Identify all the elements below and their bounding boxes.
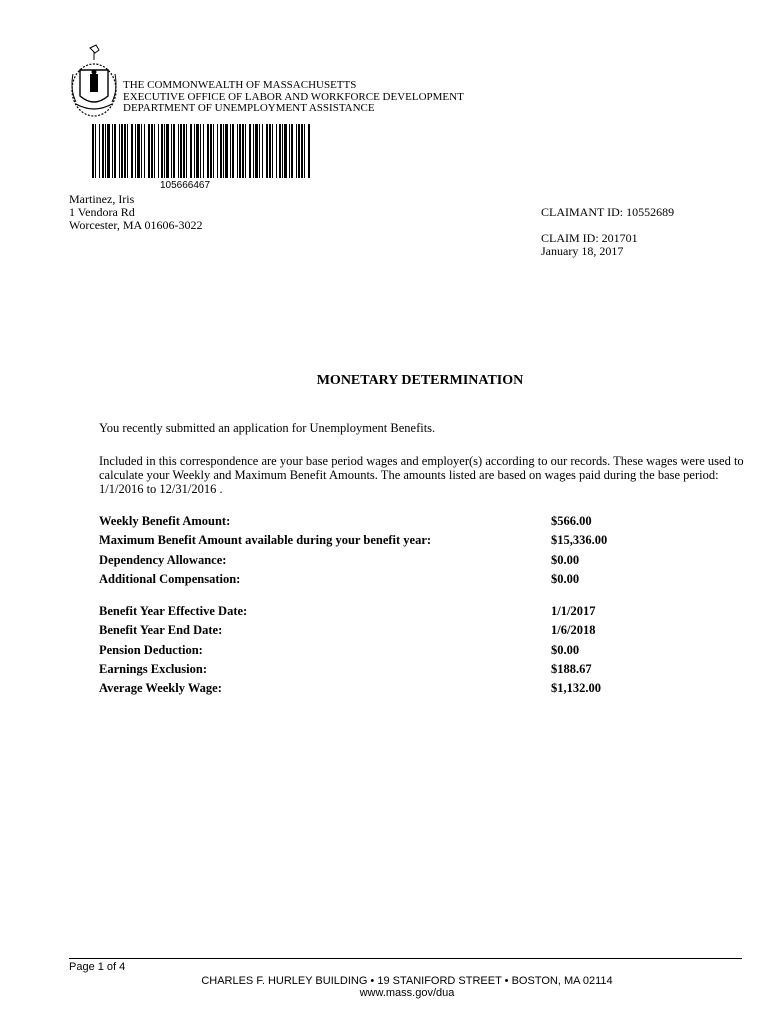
detail-label: Benefit Year Effective Date:	[99, 604, 248, 618]
detail-label: Benefit Year End Date:	[99, 623, 223, 638]
detail-value: 1/1/2017	[551, 604, 596, 618]
claim-id: CLAIM ID: 201701	[541, 231, 638, 245]
footer-divider	[69, 958, 742, 959]
detail-row	[99, 681, 699, 700]
letter-date: January 18, 2017	[541, 244, 624, 258]
footer-address: CHARLES F. HURLEY BUILDING • 19 STANIFORD STREET • BOSTON, MA 02114	[201, 975, 613, 987]
detail-row	[99, 662, 699, 681]
detail-label: Pension Deduction:	[99, 642, 203, 657]
claim-identifiers	[541, 206, 674, 258]
benefit-details	[99, 604, 699, 700]
detail-value: $0.00	[551, 642, 580, 657]
barcode-number: 105666467	[160, 180, 211, 191]
amount-value: $15,336.00	[551, 533, 608, 548]
amount-label: Dependency Allowance:	[99, 552, 227, 567]
detail-value: $1,132.00	[551, 681, 601, 696]
agency-header	[123, 80, 464, 115]
amount-row	[99, 514, 699, 533]
detail-value: $188.67	[551, 661, 592, 676]
agency-line-executive-office: EXECUTIVE OFFICE OF LABOR AND WORKFORCE DEVELOPMENT	[123, 90, 464, 103]
amount-value: $0.00	[551, 552, 580, 567]
detail-label: Average Weekly Wage:	[99, 681, 222, 696]
recipient-city: Worcester, MA 01606-3022	[69, 218, 203, 232]
amount-row	[99, 533, 699, 552]
document-title: MONETARY DETERMINATION	[316, 373, 524, 388]
amount-value: $0.00	[551, 571, 580, 586]
detail-row	[99, 604, 699, 623]
agency-line-department: DEPARTMENT OF UNEMPLOYMENT ASSISTANCE	[123, 102, 375, 114]
recipient-street: 1 Vendora Rd	[69, 205, 135, 219]
intro-paragraph: You recently submitted an application for Unemployment Benefits.	[99, 421, 436, 435]
recipient-address	[69, 193, 203, 232]
massachusetts-seal-icon	[68, 44, 120, 122]
amount-label: Weekly Benefit Amount:	[99, 514, 231, 528]
barcode	[91, 124, 310, 178]
claimant-id: CLAIMANT ID: 10552689	[541, 205, 675, 219]
detail-row	[99, 643, 699, 662]
amount-label: Maximum Benefit Amount available during your benefit year:	[99, 533, 432, 548]
footer-url[interactable]: www.mass.gov/dua	[359, 987, 455, 999]
amount-label: Additional Compensation:	[99, 571, 241, 586]
recipient-name: Martinez, Iris	[69, 192, 135, 206]
body-paragraph: Included in this correspondence are your base period wages and employer(s) according to our records. These wages were used to calculate your Weekly and Maximum Benefit Amounts. The amounts listed are based on wages paid during the base period: 1/1/2016 to 12/31/2016 .	[99, 454, 744, 496]
benefit-amounts	[99, 514, 699, 591]
detail-value: 1/6/2018	[551, 623, 596, 638]
page-number: Page 1 of 4	[69, 961, 126, 973]
detail-label: Earnings Exclusion:	[99, 661, 208, 676]
agency-line-commonwealth: THE COMMONWEALTH OF MASSACHUSETTS	[123, 79, 357, 91]
detail-row	[99, 623, 699, 642]
amount-value: $566.00	[551, 514, 592, 528]
amount-row	[99, 553, 699, 572]
footer-address-block	[0, 975, 770, 999]
amount-row	[99, 572, 699, 591]
